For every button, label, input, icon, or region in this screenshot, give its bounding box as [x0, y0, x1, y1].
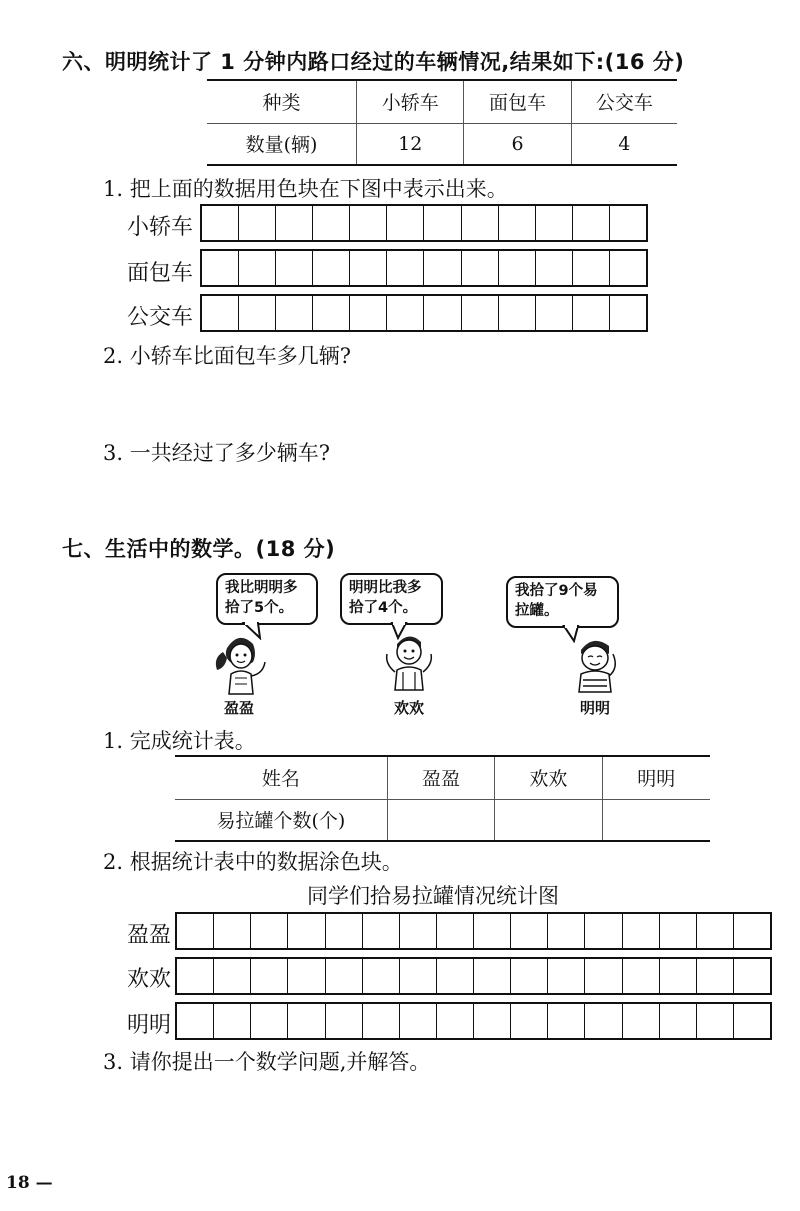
section-6-question-1: 1. 把上面的数据用色块在下图中表示出来。 — [103, 177, 508, 201]
grid-cell[interactable] — [276, 206, 313, 240]
grid-cell[interactable] — [214, 914, 251, 948]
grid-cell[interactable] — [499, 206, 536, 240]
grid-cell[interactable] — [424, 296, 461, 330]
bubble-text: 我拾了9个易 — [515, 583, 598, 599]
grid-cell[interactable] — [350, 296, 387, 330]
grid-cell[interactable] — [177, 1004, 214, 1038]
grid-cell[interactable] — [462, 296, 499, 330]
speech-bubble-mingming — [506, 576, 619, 628]
grid-cell[interactable] — [511, 959, 548, 993]
table-header-cell: 面包车 — [464, 80, 571, 123]
grid-cell[interactable] — [536, 206, 573, 240]
grid-row-label: 盈盈 — [127, 923, 172, 948]
grid-cell[interactable] — [585, 959, 622, 993]
grid-cell[interactable] — [288, 1004, 325, 1038]
grid-cell[interactable] — [424, 251, 461, 285]
grid-cell[interactable] — [276, 251, 313, 285]
answer-cell-huanhuan[interactable] — [495, 799, 602, 841]
grid-cell[interactable] — [474, 959, 511, 993]
grid-cell[interactable] — [474, 914, 511, 948]
grid-cell[interactable] — [697, 959, 734, 993]
grid-cell[interactable] — [573, 206, 610, 240]
table-header-cell: 小轿车 — [357, 80, 464, 123]
grid-cell[interactable] — [387, 296, 424, 330]
grid-cell[interactable] — [387, 206, 424, 240]
color-block-grid-van[interactable] — [200, 249, 648, 287]
grid-cell[interactable] — [623, 1004, 660, 1038]
grid-cell[interactable] — [660, 959, 697, 993]
grid-cell[interactable] — [350, 206, 387, 240]
table-row-label: 数量(辆) — [207, 123, 357, 165]
speech-bubble-yingying — [216, 573, 318, 625]
chart-title: 同学们拾易拉罐情况统计图 — [307, 884, 559, 908]
page-number: 18 — [6, 1173, 30, 1193]
table-header-cell: 盈盈 — [387, 756, 494, 799]
boy-huanhuan-illustration — [377, 628, 441, 692]
grid-cell[interactable] — [177, 914, 214, 948]
can-count-table — [175, 755, 710, 842]
grid-cell[interactable] — [610, 251, 646, 285]
kid-name-label: 盈盈 — [224, 699, 255, 717]
grid-cell[interactable] — [202, 206, 239, 240]
girl-yingying-illustration — [205, 628, 275, 696]
grid-cell[interactable] — [610, 206, 646, 240]
grid-cell[interactable] — [326, 959, 363, 993]
grid-cell[interactable] — [177, 959, 214, 993]
table-row-label: 易拉罐个数(个) — [175, 799, 387, 841]
section-7-question-3: 3. 请你提出一个数学问题,并解答。 — [103, 1050, 431, 1074]
grid-cell[interactable] — [288, 959, 325, 993]
color-block-grid-bus[interactable] — [200, 294, 648, 332]
grid-cell[interactable] — [437, 959, 474, 993]
grid-cell[interactable] — [499, 251, 536, 285]
answer-cell-mingming[interactable] — [602, 799, 710, 841]
table-cell: 12 — [357, 123, 464, 165]
bubble-text: 明明比我多 — [349, 580, 422, 596]
grid-cell[interactable] — [462, 251, 499, 285]
grid-cell[interactable] — [251, 1004, 288, 1038]
bubble-text: 我比明明多 — [225, 580, 298, 596]
section-7-question-1: 1. 完成统计表。 — [103, 729, 256, 753]
section-6-question-3: 3. 一共经过了多少辆车? — [103, 441, 330, 465]
grid-cell[interactable] — [437, 1004, 474, 1038]
grid-cell[interactable] — [239, 296, 276, 330]
grid-row-label: 小轿车 — [127, 215, 194, 240]
table-header-cell: 姓名 — [175, 756, 387, 799]
table-header-cell: 欢欢 — [495, 756, 602, 799]
grid-cell[interactable] — [313, 296, 350, 330]
grid-cell[interactable] — [400, 914, 437, 948]
grid-cell[interactable] — [424, 206, 461, 240]
page-number-dash: — — [35, 1173, 53, 1193]
grid-cell[interactable] — [697, 914, 734, 948]
table-header-cell: 明明 — [602, 756, 710, 799]
color-block-grid-yingying[interactable] — [175, 912, 772, 950]
grid-cell[interactable] — [251, 959, 288, 993]
grid-cell[interactable] — [313, 206, 350, 240]
grid-cell[interactable] — [623, 959, 660, 993]
grid-row-label: 欢欢 — [127, 967, 172, 992]
bubble-text: 拾了4个。 — [349, 600, 418, 616]
grid-cell[interactable] — [363, 959, 400, 993]
table-header-cell: 公交车 — [571, 80, 677, 123]
boy-mingming-illustration — [563, 632, 627, 694]
grid-cell[interactable] — [214, 959, 251, 993]
color-block-grid-car[interactable] — [200, 204, 648, 242]
grid-cell[interactable] — [573, 251, 610, 285]
grid-cell[interactable] — [499, 296, 536, 330]
table-cell: 4 — [618, 132, 631, 155]
grid-cell[interactable] — [202, 296, 239, 330]
grid-cell[interactable] — [387, 251, 424, 285]
kid-name-label: 欢欢 — [394, 699, 425, 717]
grid-cell[interactable] — [239, 251, 276, 285]
table-header-cell: 种类 — [207, 80, 357, 123]
grid-cell[interactable] — [548, 1004, 585, 1038]
grid-cell[interactable] — [326, 914, 363, 948]
section-7-title: 七、生活中的数学。(18 分) — [62, 537, 336, 561]
grid-cell[interactable] — [363, 914, 400, 948]
grid-cell[interactable] — [660, 914, 697, 948]
grid-cell[interactable] — [251, 914, 288, 948]
bubble-text: 拾了5个。 — [225, 600, 294, 616]
grid-cell[interactable] — [697, 1004, 734, 1038]
bubble-text: 拉罐。 — [515, 603, 559, 619]
grid-row-label: 公交车 — [127, 305, 194, 330]
color-block-grid-mingming[interactable] — [175, 1002, 772, 1040]
grid-cell[interactable] — [734, 914, 770, 948]
page-footer — [6, 1173, 53, 1193]
grid-cell[interactable] — [660, 1004, 697, 1038]
grid-cell[interactable] — [536, 251, 573, 285]
grid-cell[interactable] — [202, 251, 239, 285]
table-cell: 6 — [464, 123, 571, 165]
section-6-title: 六、明明统计了 1 分钟内路口经过的车辆情况,结果如下:(16 分) — [62, 50, 685, 74]
grid-cell[interactable] — [437, 914, 474, 948]
vehicle-count-table — [207, 79, 677, 166]
grid-cell[interactable] — [511, 1004, 548, 1038]
grid-cell[interactable] — [585, 914, 622, 948]
grid-cell[interactable] — [548, 959, 585, 993]
grid-cell[interactable] — [239, 206, 276, 240]
grid-cell[interactable] — [276, 296, 313, 330]
grid-cell[interactable] — [734, 959, 770, 993]
grid-cell[interactable] — [326, 1004, 363, 1038]
color-block-grid-huanhuan[interactable] — [175, 957, 772, 995]
grid-cell[interactable] — [573, 296, 610, 330]
grid-cell[interactable] — [734, 1004, 770, 1038]
section-6-question-2: 2. 小轿车比面包车多几辆? — [103, 344, 351, 368]
grid-cell[interactable] — [288, 914, 325, 948]
grid-cell[interactable] — [548, 914, 585, 948]
grid-cell[interactable] — [363, 1004, 400, 1038]
speech-bubble-huanhuan — [340, 573, 443, 625]
grid-cell[interactable] — [462, 206, 499, 240]
grid-row-label: 明明 — [127, 1013, 172, 1038]
grid-cell[interactable] — [214, 1004, 251, 1038]
grid-cell[interactable] — [585, 1004, 622, 1038]
section-7-question-2: 2. 根据统计表中的数据涂色块。 — [103, 850, 403, 874]
grid-cell[interactable] — [536, 296, 573, 330]
grid-cell[interactable] — [474, 1004, 511, 1038]
grid-cell[interactable] — [313, 251, 350, 285]
grid-cell[interactable] — [623, 914, 660, 948]
grid-cell[interactable] — [610, 296, 646, 330]
grid-cell[interactable] — [400, 1004, 437, 1038]
grid-cell[interactable] — [400, 959, 437, 993]
grid-cell[interactable] — [350, 251, 387, 285]
answer-cell-yingying[interactable] — [387, 799, 494, 841]
kid-name-label: 明明 — [580, 699, 611, 717]
grid-row-label: 面包车 — [127, 261, 194, 286]
grid-cell[interactable] — [511, 914, 548, 948]
